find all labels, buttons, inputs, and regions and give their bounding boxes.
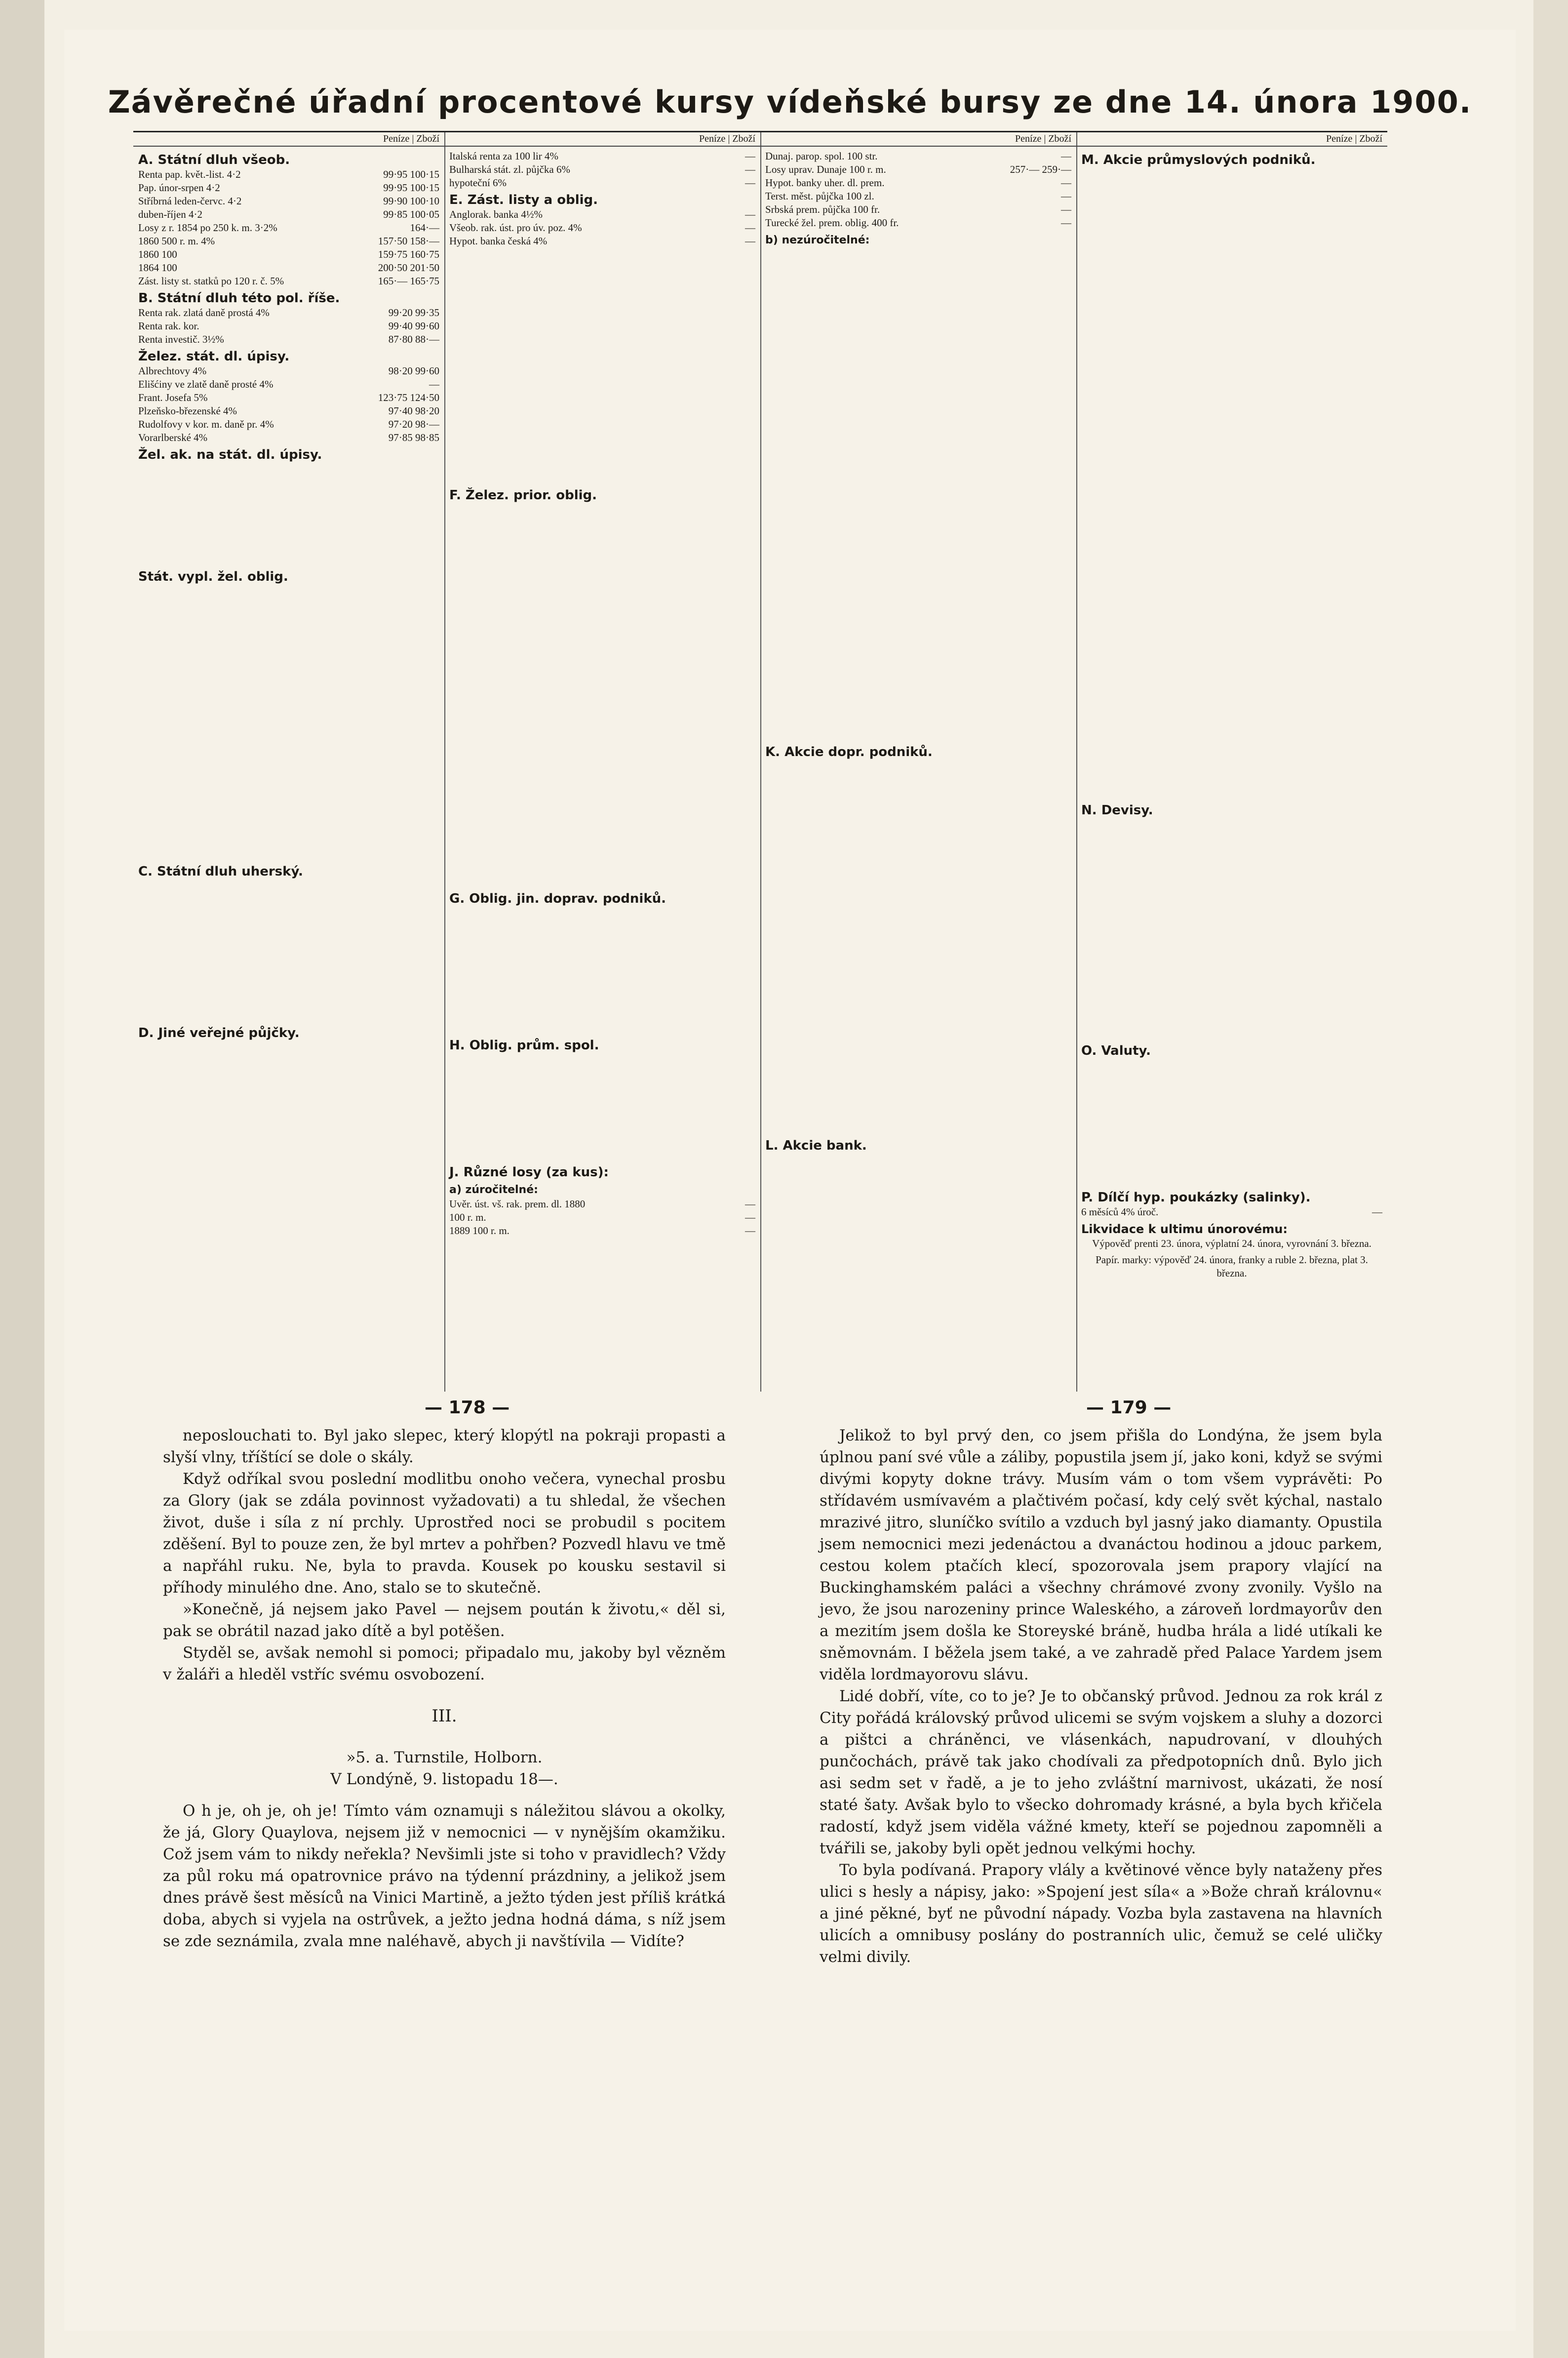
row-value: —	[745, 1225, 755, 1237]
chapter-number: III.	[431, 1706, 457, 1726]
page-number-left: — 178 —	[425, 1398, 510, 1418]
section-subheading: a) zúročitelné:	[449, 1184, 538, 1196]
row-label: Hypot. banky uher. dl. prem.	[765, 177, 885, 189]
table-row	[138, 181, 439, 195]
row-value: —	[745, 235, 755, 247]
row-value: 159·75 160·75	[378, 248, 439, 260]
row-value: 87·80 88·—	[388, 333, 439, 345]
paragraph: Lidé dobří, víte, co to je? Je to občanský průvod. Jednou za rok král z City pořádá královský průvod ulicemi se svým vojskem a sluhy a dozorci a pištci a chráněnci, ve vlásenkách, napudrovaní, v dlouhých punčochách, právě tak jako chodívali za předpotopních dnů. Bylo jich asi sedm set v řadě, a je to jeho zvláštní marnivost, ukázati, že nosí staté šaty. Avšak bylo to všecko dohromady krásné, a byla bych křičela radostí, když jsem viděla vážné kmety, kteří se pojednou zapomněli a tvářili se, jakoby byli opět jednou velkými hochy.	[820, 1687, 1382, 1857]
quotes-column-2	[444, 132, 761, 1392]
row-value: —	[745, 177, 755, 189]
page-title: Závěrečné úřadní procentové kursy vídeňské bursy ze dne 14. února 1900.	[108, 84, 1472, 120]
row-label: Zást. listy st. statků po 120 r. č. 5%	[138, 275, 284, 287]
quotes-column-4	[1076, 132, 1387, 1392]
section-heading: P. Dílčí hyp. poukázky (salinky).	[1081, 1190, 1311, 1205]
section-heading: C. Státní dluh uherský.	[138, 864, 303, 879]
row-label: 1860 500 r. m. 4%	[138, 235, 215, 247]
table-row	[138, 378, 439, 391]
row-label: Renta pap. květ.-list. 4·2	[138, 168, 241, 180]
row-value: 200·50 201·50	[378, 262, 439, 274]
table-row	[449, 1211, 755, 1224]
section-heading: A. Státní dluh všeob.	[138, 153, 290, 167]
table-row	[449, 1224, 755, 1238]
row-value: 97·40 98·20	[388, 405, 439, 417]
table-row	[138, 248, 439, 261]
table-row	[765, 150, 1071, 163]
row-label: 1889 100 r. m.	[449, 1225, 510, 1237]
row-value: 99·90 100·10	[383, 195, 439, 207]
section-heading: Likvidace k ultimu únorovému:	[1081, 1222, 1288, 1236]
section-heading: H. Oblig. prům. spol.	[449, 1038, 599, 1053]
row-label: Frant. Josefa 5%	[138, 392, 208, 403]
table-row	[138, 404, 439, 418]
row-value: 97·20 98·—	[388, 418, 439, 430]
table-row	[449, 221, 755, 235]
letter-date: V Londýně, 9. listopadu 18—.	[330, 1770, 558, 1788]
row-label: Plzeňsko-březenské 4%	[138, 405, 237, 417]
table-row	[449, 176, 755, 190]
row-label: Bulharská stát. zl. půjčka 6%	[449, 163, 570, 175]
section-heading: O. Valuty.	[1081, 1043, 1151, 1058]
section-heading: N. Devisy.	[1081, 803, 1153, 818]
table-row	[765, 216, 1071, 230]
table-row	[138, 418, 439, 431]
table-row	[765, 203, 1071, 216]
note-text: Výpověď prenti 23. února, výplatní 24. února, vyrovnání 3. března.	[1092, 1238, 1372, 1249]
table-row	[765, 163, 1071, 176]
table-row	[138, 320, 439, 333]
table-row	[138, 195, 439, 208]
section-heading: M. Akcie průmyslových podniků.	[1081, 153, 1316, 167]
table-row	[138, 208, 439, 221]
row-label: Pap. únor-srpen 4·2	[138, 182, 220, 194]
table-row	[449, 150, 755, 163]
note-text: Papír. marky: výpověď 24. února, franky a ruble 2. března, plat 3. března.	[1096, 1254, 1368, 1279]
row-label: Terst. měst. půjčka 100 zl.	[765, 190, 874, 202]
page-number-right: — 179 —	[1086, 1398, 1172, 1418]
row-label: Anglorak. banka 4½%	[449, 208, 543, 220]
row-value: 99·85 100·05	[383, 208, 439, 220]
row-value: 257·— 259·—	[1010, 163, 1071, 175]
table-row	[449, 163, 755, 176]
letter-address: »5. a. Turnstile, Holborn.	[346, 1749, 543, 1766]
table-row	[449, 208, 755, 221]
table-row	[449, 1198, 755, 1211]
row-value: 157·50 158·—	[378, 235, 439, 247]
column-header: Peníze | Zboží	[760, 132, 1076, 147]
section-heading: F. Želez. prior. oblig.	[449, 488, 597, 503]
row-label: Vorarlberské 4%	[138, 432, 208, 443]
table-row	[765, 176, 1071, 190]
quotes-table	[133, 131, 1387, 1392]
row-label: Stříbrná leden-červc. 4·2	[138, 195, 242, 207]
row-label: duben-říjen 4·2	[138, 208, 203, 220]
row-label: Rudolfovy v kor. m. daně pr. 4%	[138, 418, 274, 430]
table-row	[138, 431, 439, 444]
table-row	[765, 190, 1071, 203]
row-value: —	[745, 208, 755, 220]
row-value: —	[745, 1198, 755, 1210]
row-value: —	[745, 150, 755, 162]
row-value: 164·—	[410, 222, 439, 234]
row-value: —	[1061, 217, 1071, 229]
table-row	[138, 306, 439, 320]
row-value: 99·20 99·35	[388, 307, 439, 319]
row-value: 97·85 98·85	[388, 432, 439, 443]
table-row	[138, 333, 439, 346]
table-row: 6 měsíců 4% úroč. —	[1081, 1206, 1382, 1218]
row-value: 165·— 165·75	[378, 275, 439, 287]
row-label: Všeob. rak. úst. pro úv. poz. 4%	[449, 222, 582, 234]
row-value: —	[1061, 177, 1071, 189]
section-heading: J. Různé losy (za kus):	[449, 1165, 609, 1180]
row-value: 99·95 100·15	[383, 168, 439, 180]
section-heading: D. Jiné veřejné půjčky.	[138, 1026, 300, 1040]
column-header: Peníze | Zboží	[1076, 132, 1387, 147]
quotes-column-1	[133, 132, 445, 1392]
row-label: 1864 100	[138, 262, 177, 274]
row-value: 99·40 99·60	[388, 320, 439, 332]
paragraph: neposlouchati to. Byl jako slepec, který klopýtl na pokraji propasti a slyší vlny, tříštící se dole o skály.	[163, 1427, 726, 1466]
row-value: —	[745, 1211, 755, 1223]
quotes-column-3	[760, 132, 1077, 1392]
section-heading: E. Zást. listy a oblig.	[449, 193, 598, 207]
paragraph: »Konečně, já nejsem jako Pavel — nejsem poután k životu,« děl si, pak se obrátil nazad jako dítě a byl potěšen.	[163, 1600, 726, 1640]
section-heading: Želez. stát. dl. úpisy.	[138, 349, 290, 364]
row-label: Losy uprav. Dunaje 100 r. m.	[765, 163, 886, 175]
table-row	[449, 235, 755, 248]
column-header: Peníze | Zboží	[444, 132, 760, 147]
section-heading: G. Oblig. jin. doprav. podniků.	[449, 891, 666, 906]
row-value: —	[745, 222, 755, 234]
row-label: hypoteční 6%	[449, 177, 507, 189]
row-label: Albrechtovy 4%	[138, 365, 207, 377]
paragraph: To byla podívaná. Prapory vlály a květinové věnce byly nataženy přes ulici s hesly a nápisy, jako: »Spojení jest síla« a »Bože chraň královnu« a jiné pěkné, byť ne původní nápady. Vozba byla zastavena na hlavních ulicích a omnibusy poslány do postranních ulic, čemuž se celé uličky velmi divily.	[820, 1861, 1382, 1966]
table-row	[138, 221, 439, 235]
row-label: Srbská prem. půjčka 100 fr.	[765, 203, 880, 215]
table-row	[138, 168, 439, 181]
row-label: Turecké žel. prem. oblig. 400 fr.	[765, 217, 899, 229]
section-subheading: b) nezúročitelné:	[765, 234, 870, 246]
text-column-left	[163, 1425, 726, 1952]
text-column-right	[820, 1425, 1382, 1968]
row-label: 100 r. m.	[449, 1211, 486, 1223]
row-label: Renta rak. zlatá daně prostá 4%	[138, 307, 270, 319]
table-row	[138, 364, 439, 378]
table-row	[138, 235, 439, 248]
paragraph: Styděl se, avšak nemohl si pomoci; připadalo mu, jakoby byl vězněm v žaláři a hleděl vstříc svému osvobození.	[163, 1644, 726, 1683]
paragraph: Jelikož to byl prvý den, co jsem přišla do Londýna, že jsem byla úplnou paní své vůle a záliby, popustila jsem jí, jako koni, když se svými divými kopyty dokne trávy. Musím vám o tom všem vyprávěti: Po střídavém usmívavém a plačtivém počasí, kdy celý svět kýchal, nastalo mrazivé jitro, sluníčko svítilo a vzduch byl jasný jako diamanty. Opustila jsem nemocnici mezi jedenáctou a dvanáctou hodinou a jdouc parkem, cestou kolem ptačích klecí, spozorovala jsem prapory vlající na Buckinghamském paláci a všechny chrámové zvony zvonily. Vyšlo na jevo, že jsou narozeniny prince Waleského, a zároveň lordmayorův den a mezitím jsem došla ke Storeyské bráně, hudba hrála a lidé utíkali ke sněmovnám. I běžela jsem také, a ve zahradě před Palace Yardem jsem viděla lordmayorovu slávu.	[820, 1427, 1382, 1683]
row-value: —	[1061, 190, 1071, 202]
scan-margin-right	[1533, 0, 1568, 2358]
row-label: Losy z r. 1854 po 250 k. m. 3·2%	[138, 222, 277, 234]
column-header: Peníze | Zboží	[133, 132, 444, 147]
section-heading: L. Akcie bank.	[765, 1138, 867, 1153]
row-label: Italská renta za 100 lir 4%	[449, 150, 558, 162]
row-label: Hypot. banka česká 4%	[449, 235, 548, 247]
row-value: 99·95 100·15	[383, 182, 439, 194]
section-heading: B. Státní dluh této pol. říše.	[138, 291, 340, 306]
row-value: —	[745, 163, 755, 175]
section-heading: Stát. vypl. žel. oblig.	[138, 569, 288, 584]
paragraph: Když odříkal svou poslední modlitbu onoho večera, vynechal prosbu za Glory (jak se zdála povinnost vyžadovati) a tu shledal, že všechen život, duše i síla z ní prchly. Uprostřed noci se probudil s pocitem zděšení. Byl to pouze zen, že byl mrtev a pohřben? Pozvedl hlavu ve tmě a napřáhl ruku. Ne, byla to pravda. Kousek po kousku sestavil si příhody minulého dne. Ano, stalo se to skutečně.	[163, 1470, 726, 1597]
scan-margin-left	[0, 0, 44, 2358]
row-value: —	[1061, 203, 1071, 215]
row-label: Uvěr. úst. vš. rak. prem. dl. 1880	[449, 1198, 586, 1210]
table-row	[138, 391, 439, 404]
row-label: Renta rak. kor.	[138, 320, 199, 332]
section-heading: Žel. ak. na stát. dl. úpisy.	[138, 447, 322, 462]
row-label: Renta investič. 3½%	[138, 333, 224, 345]
row-value: 98·20 99·60	[388, 365, 439, 377]
row-label: Dunaj. parop. spol. 100 str.	[765, 150, 878, 162]
row-value: —	[1061, 150, 1071, 162]
table-row	[138, 261, 439, 275]
section-heading: K. Akcie dopr. podniků.	[765, 745, 933, 759]
paragraph: O h je, oh je, oh je! Tímto vám oznamuji s náležitou slávou a okolky, že já, Glory Quaylova, nejsem již v nemocnici — v nynějším okamžiku. Což jsem vám to nikdy neřekla? Nevšimli jste si toho v pravidlech? Vždy za půl roku má opatrovnice právo na týdenní prázdniny, a jelikož jsem dnes právě šest měsíců na Vinici Martině, a ježto týden jest příliš krátká doba, abych si vyjela na ostrůvek, a ježto jedna hodná dáma, s níž jsem se zde seznámila, zvala mne naléhavě, abych ji navštívila — Vidíte?	[163, 1802, 726, 1950]
table-row	[138, 275, 439, 288]
row-label: 1860 100	[138, 248, 177, 260]
row-value: —	[429, 378, 439, 390]
row-label: Elišćiny ve zlatě daně prosté 4%	[138, 378, 274, 390]
row-value: 123·75 124·50	[378, 392, 439, 403]
